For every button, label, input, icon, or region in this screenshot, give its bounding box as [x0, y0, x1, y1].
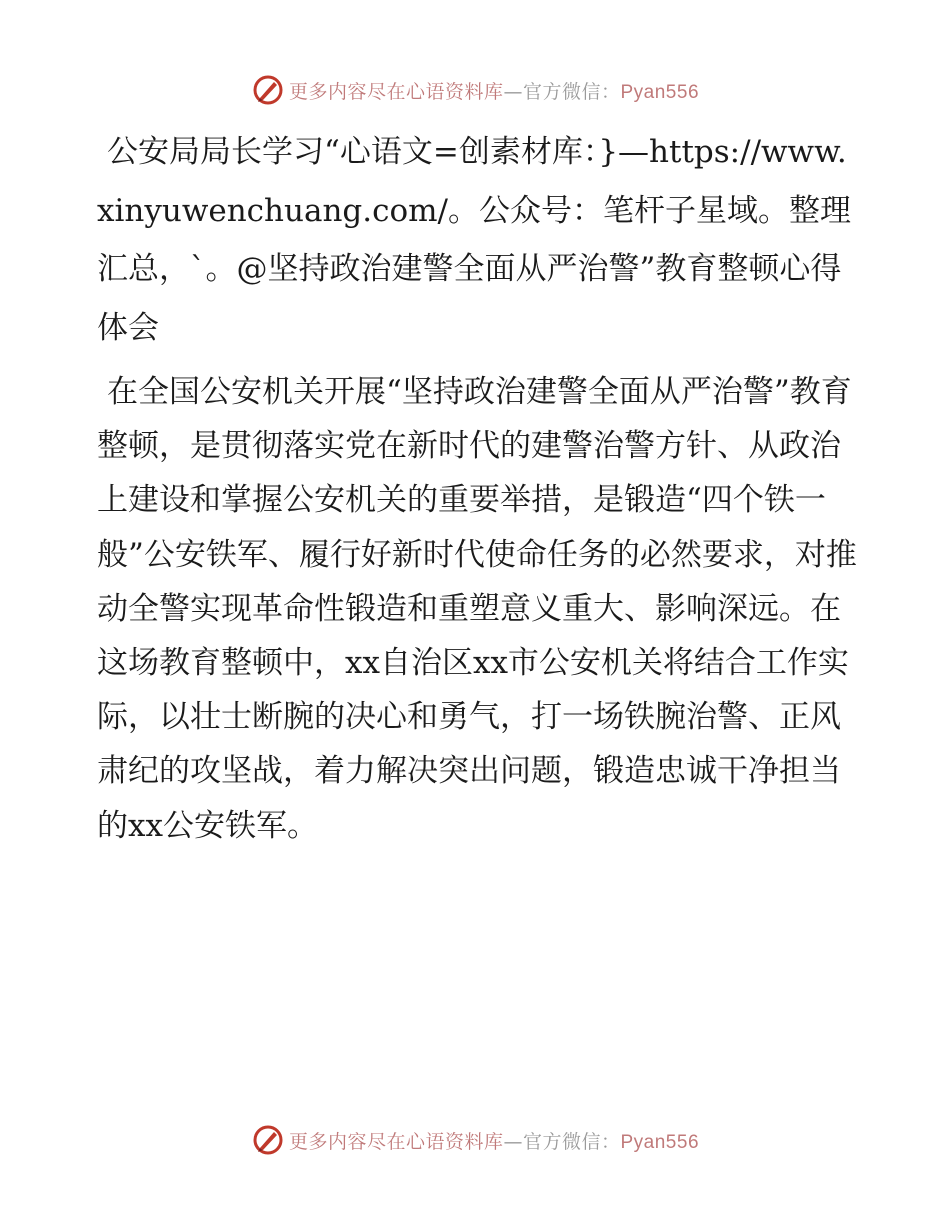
- pen-circle-logo-icon: [251, 1123, 285, 1157]
- header-brand: 更多内容尽在心语资料库: [288, 80, 504, 103]
- header-contact-id: Pyan556: [620, 81, 700, 103]
- document-paragraph: 在全国公安机关开展“坚持政治建警全面从严治警”教育整顿，是贯彻落实党在新时代的建警治警方针、从政治上建设和掌握公安机关的重要举措，是锻造“四个铁一般”公安铁军、履行好新时代使命任务的必然要求，对推动全警实现革命性锻造和重塑意义重大、影响深远。在这场教育整顿中，xx自治区xx市公安机关将结合工作实际，以壮士断腕的决心和勇气，打一场铁腕治警、正风肃纪的攻坚战，着力解决突出问题，锻造忠诚干净担当的xx公安铁军。: [97, 374, 857, 844]
- footer-brand-text: [289, 1127, 699, 1154]
- footer-contact-id: Pyan556: [620, 1131, 700, 1153]
- header-brand-text: [289, 77, 699, 104]
- footer-watermark: [0, 1120, 950, 1160]
- header-watermark: [0, 70, 950, 110]
- footer-dash: —: [503, 1130, 523, 1153]
- pen-circle-logo-icon: [251, 73, 285, 107]
- footer-brand: 更多内容尽在心语资料库: [288, 1130, 504, 1153]
- document-body: [97, 123, 862, 853]
- document-title: 公安局局长学习“心语文=创素材库：}—https://www.xinyuwenchuang.com/。公众号：笔杆子星域。整理汇总，`。@坚持政治建警全面从严治警”教育整顿心得体会: [97, 134, 851, 346]
- footer-contact-label: 官方微信：: [522, 1130, 621, 1153]
- header-dash: —: [503, 80, 523, 103]
- header-contact-label: 官方微信：: [522, 80, 621, 103]
